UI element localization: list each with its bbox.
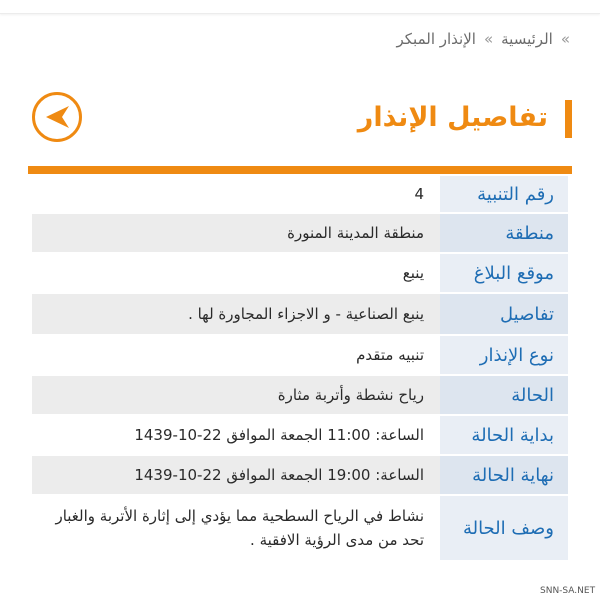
detail-row-status xyxy=(32,376,568,416)
detail-value: الساعة: 19:00 الجمعة الموافق 22-10-1439 xyxy=(134,466,424,484)
detail-value: نشاط في الرياح السطحية مما يؤدي إلى إثارة الأتربة والغبار تحد من مدى الرؤية الافقية . xyxy=(55,507,424,549)
detail-value: ينبع xyxy=(402,264,424,282)
detail-value: تنبيه متقدم xyxy=(356,346,424,364)
detail-label: نوع الإنذار xyxy=(440,336,568,374)
detail-row-alert-type xyxy=(32,336,568,376)
site-watermark: SNN-SA.NET xyxy=(540,586,596,596)
top-header-strip xyxy=(0,0,600,14)
detail-row-region xyxy=(32,214,568,254)
section-divider xyxy=(28,166,572,174)
detail-row-alert-number xyxy=(32,176,568,214)
detail-value: 4 xyxy=(414,185,424,203)
detail-label: تفاصيل xyxy=(440,294,568,334)
page-header xyxy=(28,98,572,142)
double-chevron-icon: » xyxy=(483,30,494,48)
detail-label: موقع البلاغ xyxy=(440,254,568,292)
detail-row-report-location xyxy=(32,254,568,294)
detail-value: ينبع الصناعية - و الاجزاء المجاورة لها . xyxy=(188,305,424,323)
detail-value: الساعة: 11:00 الجمعة الموافق 22-10-1439 xyxy=(134,426,424,444)
breadcrumb-current-link[interactable]: الإنذار المبكر xyxy=(396,30,476,48)
detail-value: رياح نشطة وأتربة مثارة xyxy=(277,386,424,404)
title-accent-bar xyxy=(565,100,572,138)
detail-label: نهاية الحالة xyxy=(440,456,568,494)
alert-details-table xyxy=(32,176,568,562)
detail-label: بداية الحالة xyxy=(440,416,568,454)
detail-label: رقم التنبية xyxy=(440,176,568,212)
detail-row-start-time xyxy=(32,416,568,456)
detail-row-details xyxy=(32,294,568,336)
detail-value: منطقة المدينة المنورة xyxy=(287,224,424,242)
detail-row-end-time xyxy=(32,456,568,496)
arrow-left-circle-icon xyxy=(42,102,72,132)
breadcrumb-home-link[interactable]: الرئيسية xyxy=(501,30,553,48)
detail-label: وصف الحالة xyxy=(440,496,568,560)
page-title: تفاصيل الإنذار xyxy=(357,102,548,133)
breadcrumb xyxy=(397,30,571,48)
back-button[interactable] xyxy=(32,92,82,142)
detail-row-description xyxy=(32,496,568,562)
detail-label: الحالة xyxy=(440,376,568,414)
detail-label: منطقة xyxy=(440,214,568,252)
double-chevron-icon: » xyxy=(560,30,570,48)
